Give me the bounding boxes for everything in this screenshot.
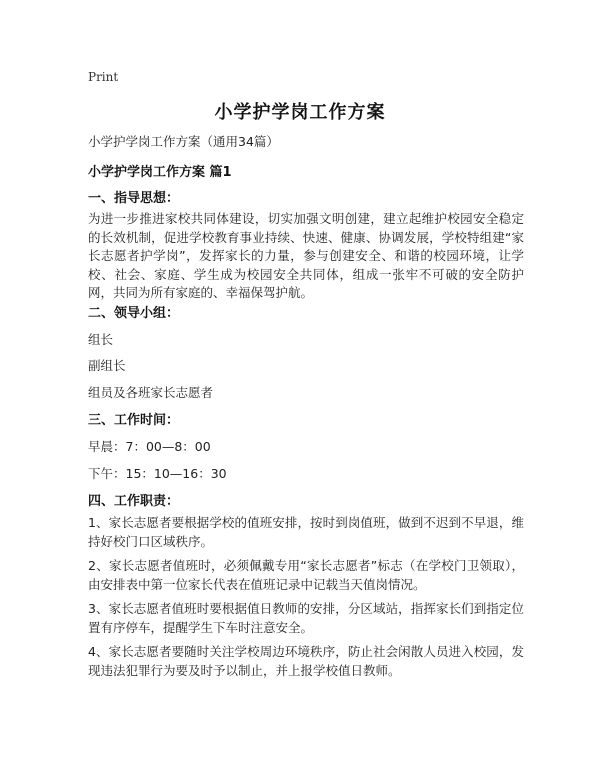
- leader-line: 组长: [88, 332, 114, 347]
- document-subtitle: 小学护学岗工作方案（通用34篇）: [88, 134, 279, 149]
- heading-guiding-ideology: 一、指导思想：: [88, 191, 180, 206]
- document-title: 小学护学岗工作方案: [214, 102, 386, 123]
- paragraph-guiding-ideology: 为进一步推进家校共同体建设，切实加强文明创建，建立起维护校园安全稳定的长效机制，促进学校教育事业持续、快速、健康、协调发展，学校特组建“家长志愿者护学岗”，发挥家长的力量，参与创建安全、和谐的校园环境，让学校、社会、家庭、学生成为校园安全共同体，组成一张牢不可破的安全防护网，共同为所有家庭的、幸福保驾护航。: [88, 211, 524, 301]
- vice-leader-line: 副组长: [88, 358, 126, 373]
- print-label: Print: [88, 70, 119, 84]
- time-morning: 早晨：7：00—8：00: [88, 439, 211, 454]
- duty-item-3: 3、家长志愿者值班时要根据值日教师的安排，分区域站，指挥家长们到指定位置有序停车，提醒学生下车时注意安全。: [88, 601, 524, 635]
- heading-leadership-group: 二、领导小组：: [88, 306, 180, 321]
- duty-item-1: 1、家长志愿者要根据学校的值班安排，按时到岗值班，做到不迟到不早退，维持好校门口区域秩序。: [88, 515, 524, 549]
- time-afternoon: 下午：15：10—16：30: [88, 466, 227, 481]
- heading-work-time: 三、工作时间：: [88, 413, 180, 428]
- members-line: 组员及各班家长志愿者: [88, 385, 214, 400]
- duty-item-4: 4、家长志愿者要随时关注学校周边环境秩序，防止社会闲散人员进入校园，发现违法犯罪行为要及时予以制止，并上报学校值日教师。: [88, 644, 524, 678]
- section-title: 小学护学岗工作方案 篇1: [88, 165, 232, 180]
- heading-duties: 四、工作职责：: [88, 494, 180, 509]
- duty-item-2: 2、家长志愿者值班时，必须佩戴专用“家长志愿者”标志（在学校门卫领取），由安排表中第一位家长代表在值班记录中记载当天值岗情况。: [88, 558, 524, 592]
